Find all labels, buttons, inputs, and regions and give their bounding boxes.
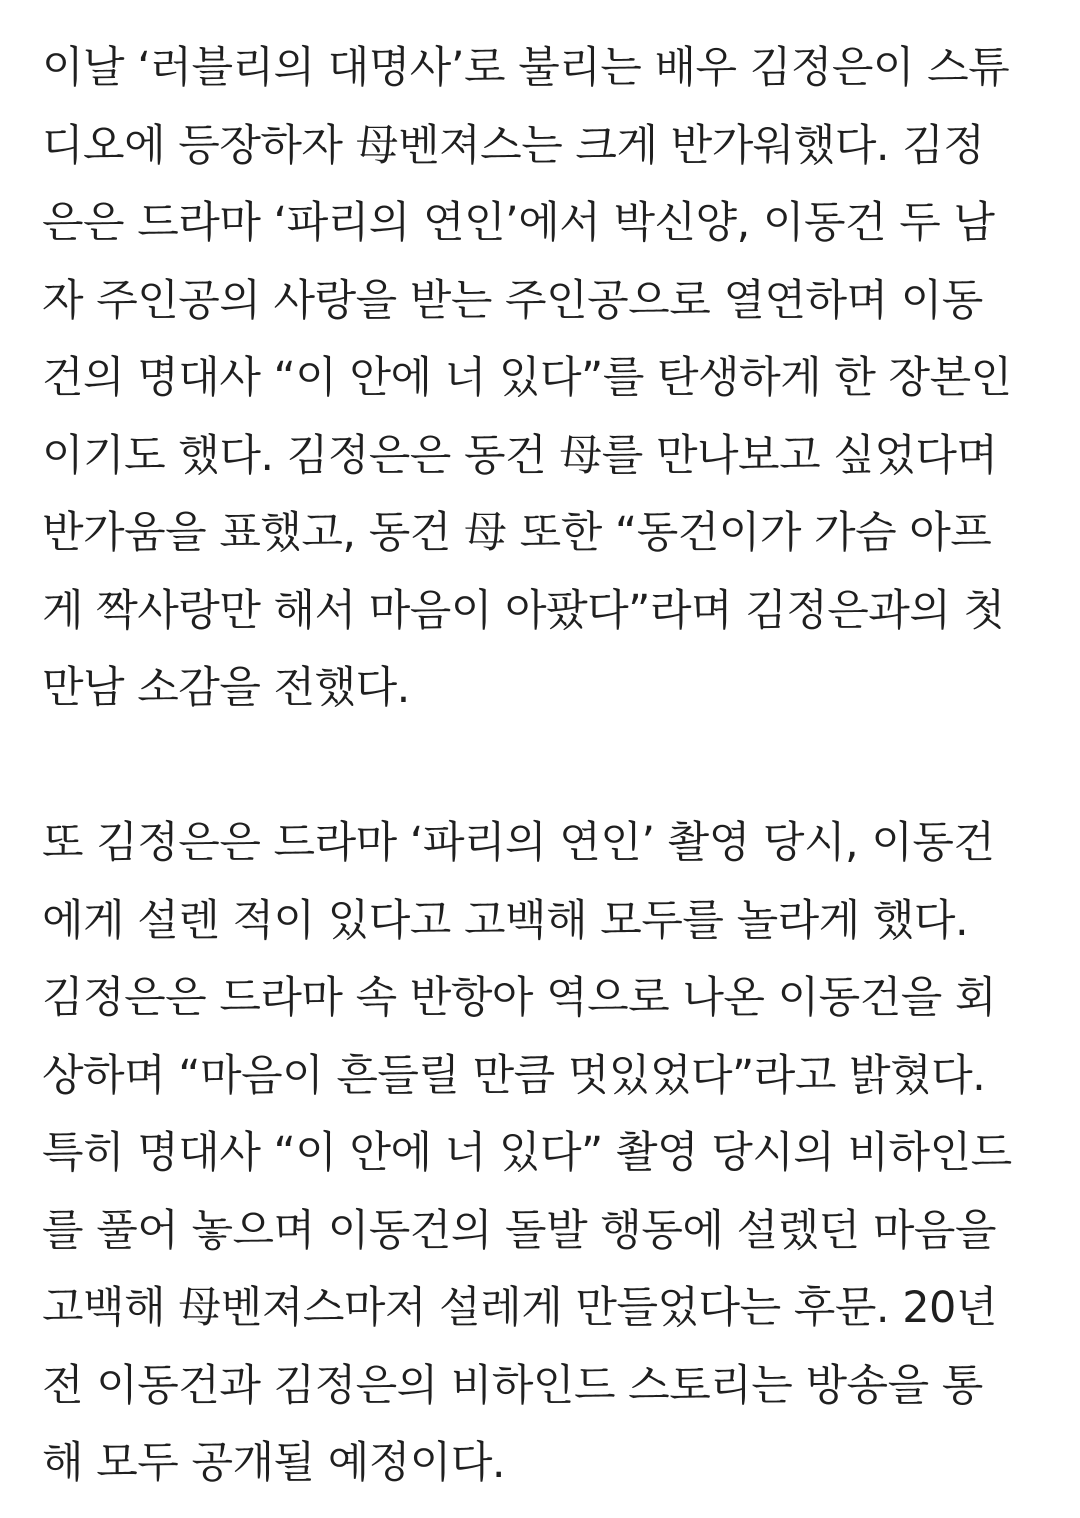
paragraph-2 bbox=[42, 805, 1052, 1503]
paragraph-spacer bbox=[42, 728, 1052, 806]
text-line: 건의 명대사 “이 안에 너 있다”를 탄생하게 한 장본인 bbox=[42, 353, 1012, 403]
paragraph-1 bbox=[42, 30, 1052, 728]
text-line: 특히 명대사 “이 안에 너 있다” 촬영 당시의 비하인드 bbox=[42, 1128, 1012, 1178]
article-body bbox=[42, 30, 1052, 1503]
text-line: 이날 ‘러블리의 대명사’로 불리는 배우 김정은이 스튜 bbox=[42, 43, 1010, 93]
text-line: 에게 설렌 적이 있다고 고백해 모두를 놀라게 했다. bbox=[42, 895, 969, 946]
text-line: 자 주인공의 사랑을 받는 주인공으로 열연하며 이동 bbox=[42, 275, 983, 326]
text-line: 또 김정은은 드라마 ‘파리의 연인’ 촬영 당시, 이동건 bbox=[42, 818, 995, 868]
text-line: 를 풀어 놓으며 이동건의 돌발 행동에 설렜던 마음을 bbox=[42, 1205, 996, 1256]
text-line: 이기도 했다. 김정은은 동건 母를 만나보고 싶었다며 bbox=[42, 430, 998, 481]
text-line: 반가움을 표했고, 동건 母 또한 “동건이가 가슴 아프 bbox=[42, 508, 992, 558]
text-line: 해 모두 공개될 예정이다. bbox=[42, 1438, 506, 1488]
text-line: 전 이동건과 김정은의 비하인드 스토리는 방송을 통 bbox=[42, 1360, 983, 1411]
text-line: 상하며 “마음이 흔들릴 만큼 멋있었다”라고 밝혔다. bbox=[42, 1050, 986, 1101]
text-line: 게 짝사랑만 해서 마음이 아팠다”라며 김정은과의 첫 bbox=[42, 585, 1005, 636]
text-line: 김정은은 드라마 속 반항아 역으로 나온 이동건을 회 bbox=[42, 973, 996, 1023]
text-line: 디오에 등장하자 母벤져스는 크게 반가워했다. 김정 bbox=[42, 120, 985, 171]
text-line: 고백해 母벤져스마저 설레게 만들었다는 후문. 20년 bbox=[42, 1283, 997, 1333]
text-line: 은은 드라마 ‘파리의 연인’에서 박신양, 이동건 두 남 bbox=[42, 198, 995, 248]
text-line: 만남 소감을 전했다. bbox=[42, 663, 410, 713]
